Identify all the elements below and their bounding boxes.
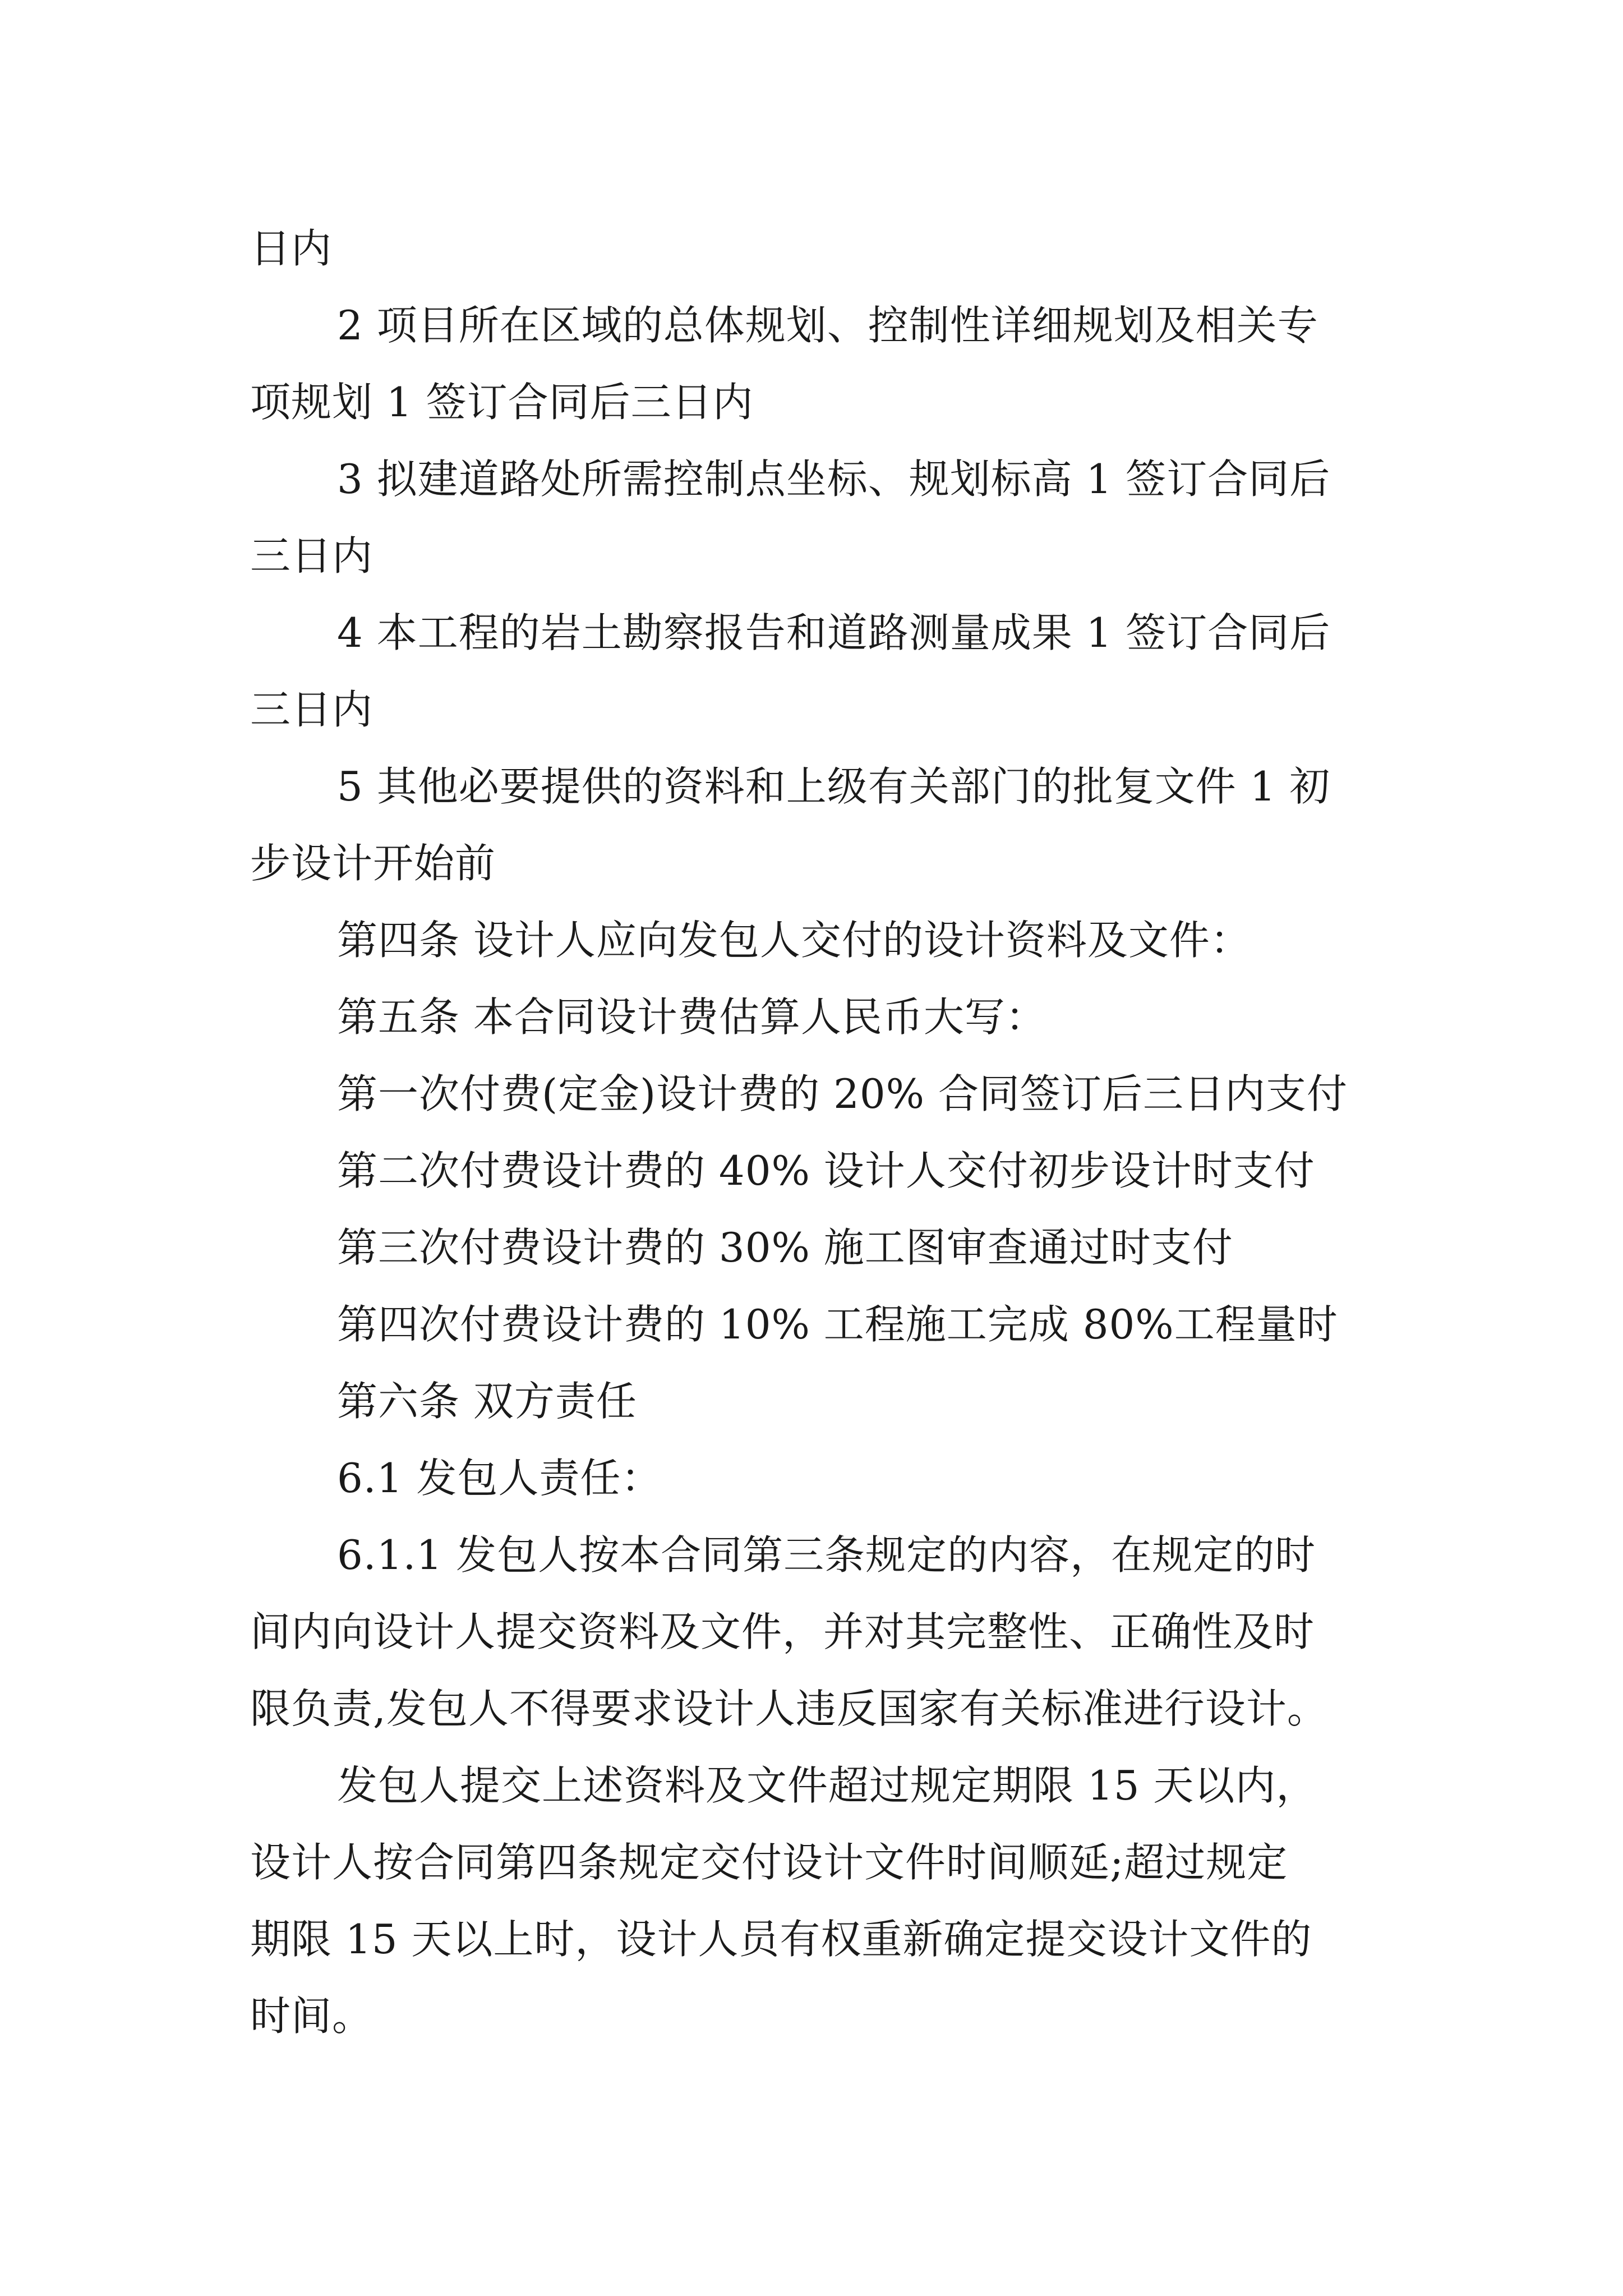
text-line: 间内向设计人提交资料及文件，并对其完整性、正确性及时 (250, 1608, 1315, 1655)
article-6-heading (250, 1363, 1383, 1440)
text-line: 限负责,发包人不得要求设计人违反国家有关标准进行设计。 (250, 1685, 1328, 1732)
text-line: 5 其他必要提供的资料和上级有关部门的批复文件 1 初 (337, 763, 1331, 810)
text-line: 6.1.1 发包人按本合同第三条规定的内容，在规定的时 (337, 1531, 1316, 1579)
paragraph-1 (250, 287, 1383, 441)
text-line: 第五条 本合同设计费估算人民币大写： (337, 993, 1046, 1041)
text-line: 第六条 双方责任 (337, 1378, 637, 1425)
text-line: 第四条 设计人应向发包人交付的设计资料及文件： (337, 917, 1251, 964)
text-line: 发包人提交上述资料及文件超过规定期限 15 天以内， (337, 1762, 1317, 1809)
text-line: 期限 15 天以上时，设计人员有权重新确定提交设计文件的 (250, 1916, 1312, 1963)
article-4-heading (250, 902, 1383, 979)
paragraph-4 (250, 748, 1383, 902)
text-line: 项规划 1 签订合同后三日内 (250, 379, 754, 426)
text-line: 三日内 (250, 532, 374, 579)
payment-4 (250, 1286, 1383, 1363)
text-line: 时间。 (250, 1993, 374, 2040)
paragraph-0 (250, 210, 1383, 287)
text-line: 6.1 发包人责任： (337, 1455, 662, 1502)
text-line: 第一次付费(定金)设计费的 20% 合同签订后三日内支付 (337, 1070, 1348, 1117)
text-line: 3 拟建道路处所需控制点坐标、规划标高 1 签订合同后 (337, 455, 1331, 503)
text-line: 第四次付费设计费的 10% 工程施工完成 80%工程量时 (337, 1301, 1338, 1348)
text-line: 4 本工程的岩土勘察报告和道路测量成果 1 签订合同后 (337, 609, 1331, 656)
paragraph-2 (250, 441, 1383, 595)
text-line: 第三次付费设计费的 30% 施工图审查通过时支付 (337, 1224, 1233, 1271)
document-body (250, 210, 1383, 2055)
text-line: 三日内 (250, 686, 374, 733)
text-line: 第二次付费设计费的 40% 设计人交付初步设计时支付 (337, 1147, 1315, 1194)
text-line: 2 项目所在区域的总体规划、控制性详细规划及相关专 (337, 302, 1318, 349)
payment-1 (250, 1056, 1383, 1133)
clause-6-1-1 (250, 1517, 1383, 1747)
article-5-heading (250, 979, 1383, 1056)
clause-delay (250, 1747, 1383, 2055)
payment-2 (250, 1133, 1383, 1209)
payment-3 (250, 1209, 1383, 1286)
text-line: 设计人按合同第四条规定交付设计文件时间顺延;超过规定 (250, 1839, 1288, 1886)
text-line: 日内 (250, 225, 333, 272)
paragraph-3 (250, 595, 1383, 748)
section-6-1-heading (250, 1440, 1383, 1517)
text-line: 步设计开始前 (250, 840, 496, 887)
